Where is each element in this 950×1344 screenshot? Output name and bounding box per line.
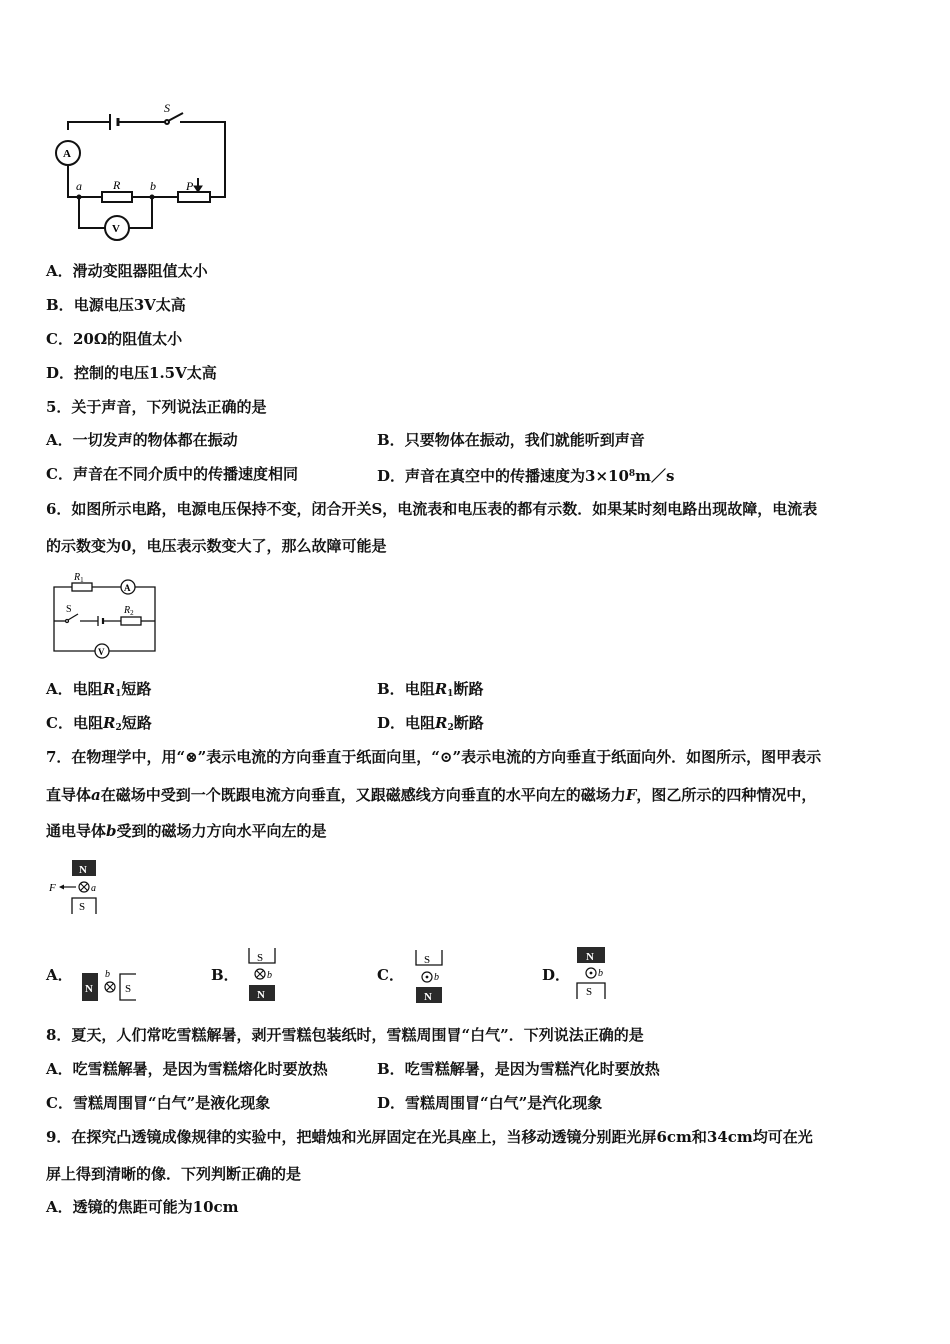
q7-option-d-figure[interactable] — [573, 945, 613, 1003]
q4-voltmeter-icon: V — [112, 223, 120, 235]
q8-option-c[interactable]: C．雪糕周围冒“白气”是液化现象 — [46, 1094, 271, 1112]
svg-text:S: S — [257, 952, 264, 964]
q6-option-b[interactable]: B．电阻$R_1$断路 — [377, 680, 484, 699]
q7-option-a-label[interactable]: A． — [46, 966, 73, 984]
svg-text:b: b — [434, 972, 439, 983]
q7-stem-line3: 通电导体b受到的磁场力方向水平向左的是 — [46, 822, 327, 840]
q7-ref-a-label: a — [91, 883, 96, 894]
q7-reference-figure — [46, 858, 106, 916]
q7-stem-line1: 7．在物理学中，用“⊗”表示电流的方向垂直于纸面向里，“⊙”表示电流的方向垂直于纸面向外．如图所示，图甲表示 — [46, 748, 822, 766]
q6-label-s: S — [66, 604, 72, 615]
svg-text:S: S — [424, 954, 431, 966]
q4-circuit-figure — [50, 100, 240, 245]
svg-text:N: N — [586, 951, 594, 963]
q7-ref-n-label: N — [79, 864, 87, 876]
q7-ref-f-label: F — [49, 882, 56, 894]
q5-option-b[interactable]: B．只要物体在振动，我们就能听到声音 — [377, 431, 645, 449]
q4-option-d[interactable]: D．控制的电压1.5V太高 — [46, 364, 217, 382]
q9-stem-line1: 9．在探究凸透镜成像规律的实验中，把蜡烛和光屏固定在光具座上，当移动透镜分别距光屏6cm和34cm均可在光 — [46, 1128, 813, 1146]
q5-option-d[interactable]: D．声音在真空中的传播速度为$3\times 10^8m/s$ — [377, 467, 675, 485]
q6-circuit-figure — [48, 570, 163, 665]
svg-text:S: S — [125, 983, 132, 995]
q6-label-r2: $R_2$ — [124, 605, 134, 617]
q7-option-d-label[interactable]: D． — [542, 966, 571, 984]
svg-text:N: N — [85, 983, 93, 995]
q7-option-c-figure[interactable] — [412, 947, 452, 1005]
q6-label-r1: $R_1$ — [74, 572, 84, 584]
q8-stem: 8．夏天，人们常吃雪糕解暑，剥开雪糕包装纸时，雪糕周围冒“白气”．下列说法正确的是 — [46, 1026, 644, 1044]
q5-stem: 5．关于声音，下列说法正确的是 — [46, 398, 267, 416]
q7-stem-line2: 直导体a在磁场中受到一个既跟电流方向垂直，又跟磁感线方向垂直的水平向左的磁场力F，图乙所示的四种情况中， — [46, 786, 817, 804]
q6-ammeter-icon: A — [124, 583, 131, 593]
q7-option-a-figure[interactable] — [80, 965, 140, 1003]
q4-label-r: R — [113, 178, 121, 192]
svg-text:b: b — [598, 968, 603, 979]
q6-option-c[interactable]: C．电阻$R_2$短路 — [46, 714, 152, 733]
q4-label-p: P — [186, 179, 194, 193]
q6-stem-line2: 的示数变为0，电压表示数变大了，那么故障可能是 — [46, 537, 387, 555]
q4-option-a[interactable]: A．滑动变阻器阻值太小 — [46, 262, 208, 280]
q4-ammeter-icon: A — [63, 148, 71, 160]
svg-text:b: b — [105, 969, 110, 980]
q9-stem-line2: 屏上得到清晰的像．下列判断正确的是 — [46, 1165, 302, 1183]
q5-option-a[interactable]: A．一切发声的物体都在振动 — [46, 431, 238, 449]
q6-option-d[interactable]: D．电阻$R_2$断路 — [377, 714, 484, 733]
q8-option-a[interactable]: A．吃雪糕解暑，是因为雪糕熔化时要放热 — [46, 1060, 328, 1078]
q7-option-b-label[interactable]: B． — [211, 966, 239, 984]
q7-ref-s-label: S — [79, 901, 86, 913]
q4-label-s: S — [164, 101, 170, 115]
q6-voltmeter-icon: V — [98, 647, 105, 657]
q4-option-b[interactable]: B．电源电压3V太高 — [46, 296, 186, 314]
q6-stem-line1: 6．如图所示电路，电源电压保持不变，闭合开关S，电流表和电压表的都有示数．如果某时刻电路出现故障，电流表 — [46, 500, 818, 518]
q8-option-b[interactable]: B．吃雪糕解暑，是因为雪糕汽化时要放热 — [377, 1060, 660, 1078]
q4-label-b: b — [150, 179, 156, 193]
q9-option-a[interactable]: A．透镜的焦距可能为10cm — [46, 1198, 239, 1216]
svg-text:N: N — [257, 989, 265, 1001]
q6-option-a[interactable]: A．电阻$R_1$短路 — [46, 680, 152, 699]
q7-option-b-figure[interactable] — [245, 945, 285, 1003]
svg-text:N: N — [424, 991, 432, 1003]
q4-label-a: a — [76, 179, 82, 193]
svg-text:S: S — [586, 986, 593, 998]
q4-option-c[interactable]: C．20Ω的阻值太小 — [46, 330, 183, 348]
q5-option-c[interactable]: C．声音在不同介质中的传播速度相同 — [46, 465, 298, 483]
svg-text:b: b — [267, 970, 272, 981]
q7-option-c-label[interactable]: C． — [377, 966, 404, 984]
q8-option-d[interactable]: D．雪糕周围冒“白气”是汽化现象 — [377, 1094, 603, 1112]
